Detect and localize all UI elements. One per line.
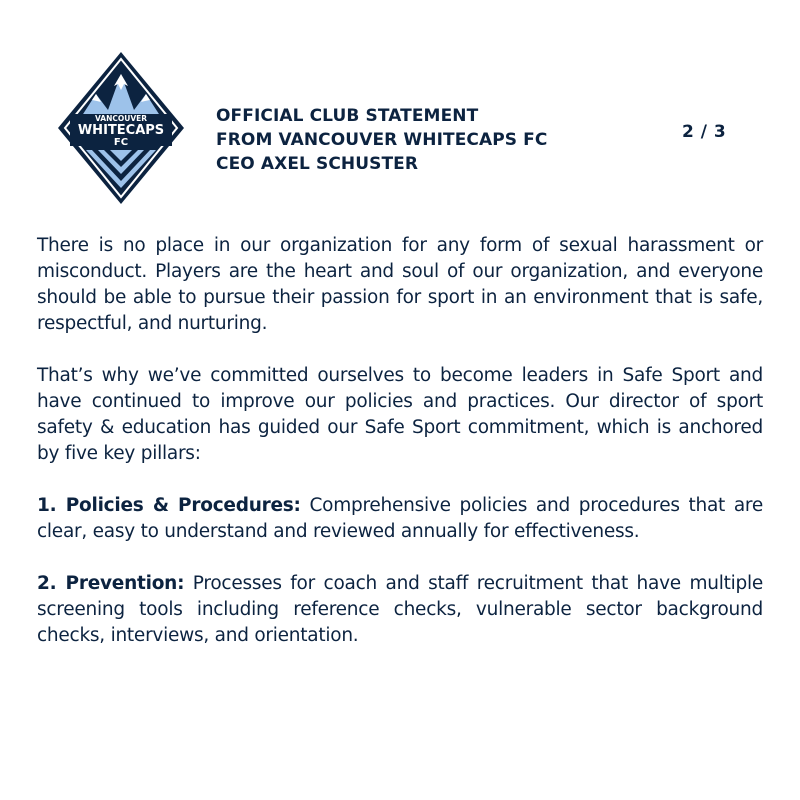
paragraph-text: Comprehensive policies and procedures that are clear, easy to understand and reviewed annually for effectiveness. (37, 495, 763, 542)
pillar-label: 1. Policies & Procedures: (37, 495, 301, 516)
page-indicator: 2 / 3 (682, 122, 727, 142)
paragraph-text: That’s why we’ve committed ourselves to become leaders in Safe Sport and have continued to improve our policies and practices. Our director of sport safety & education has guided our Safe Sport commitment, which is anchored by five key pillars: (37, 365, 763, 464)
statement-body (37, 233, 763, 675)
pillar-label: 2. Prevention: (37, 573, 185, 594)
logo-main-text: WHITECAPS (77, 123, 165, 138)
paragraph-commitment (37, 363, 763, 467)
header-line-3: CEO AXEL SCHUSTER (216, 154, 419, 174)
whitecaps-logo (56, 50, 186, 206)
paragraph-intro (37, 233, 763, 337)
header-line-2: FROM VANCOUVER WHITECAPS FC (216, 130, 548, 150)
logo-top-text: VANCOUVER (94, 114, 148, 123)
paragraph-pillar-1 (37, 493, 763, 545)
paragraph-pillar-2 (37, 571, 763, 649)
statement-header (216, 104, 616, 176)
header-line-1: OFFICIAL CLUB STATEMENT (216, 106, 479, 126)
paragraph-text: Processes for coach and staff recruitment that have multiple screening tools including reference checks, vulnerable sector background checks, interviews, and orientation. (37, 573, 763, 646)
logo-sub-text: FC (113, 137, 129, 148)
paragraph-text: There is no place in our organization for any form of sexual harassment or misconduct. Players are the heart and soul of our organization, and everyone should be able to pursue their passion for sport in an environment that is safe, respectful, and nurturing. (37, 235, 763, 334)
